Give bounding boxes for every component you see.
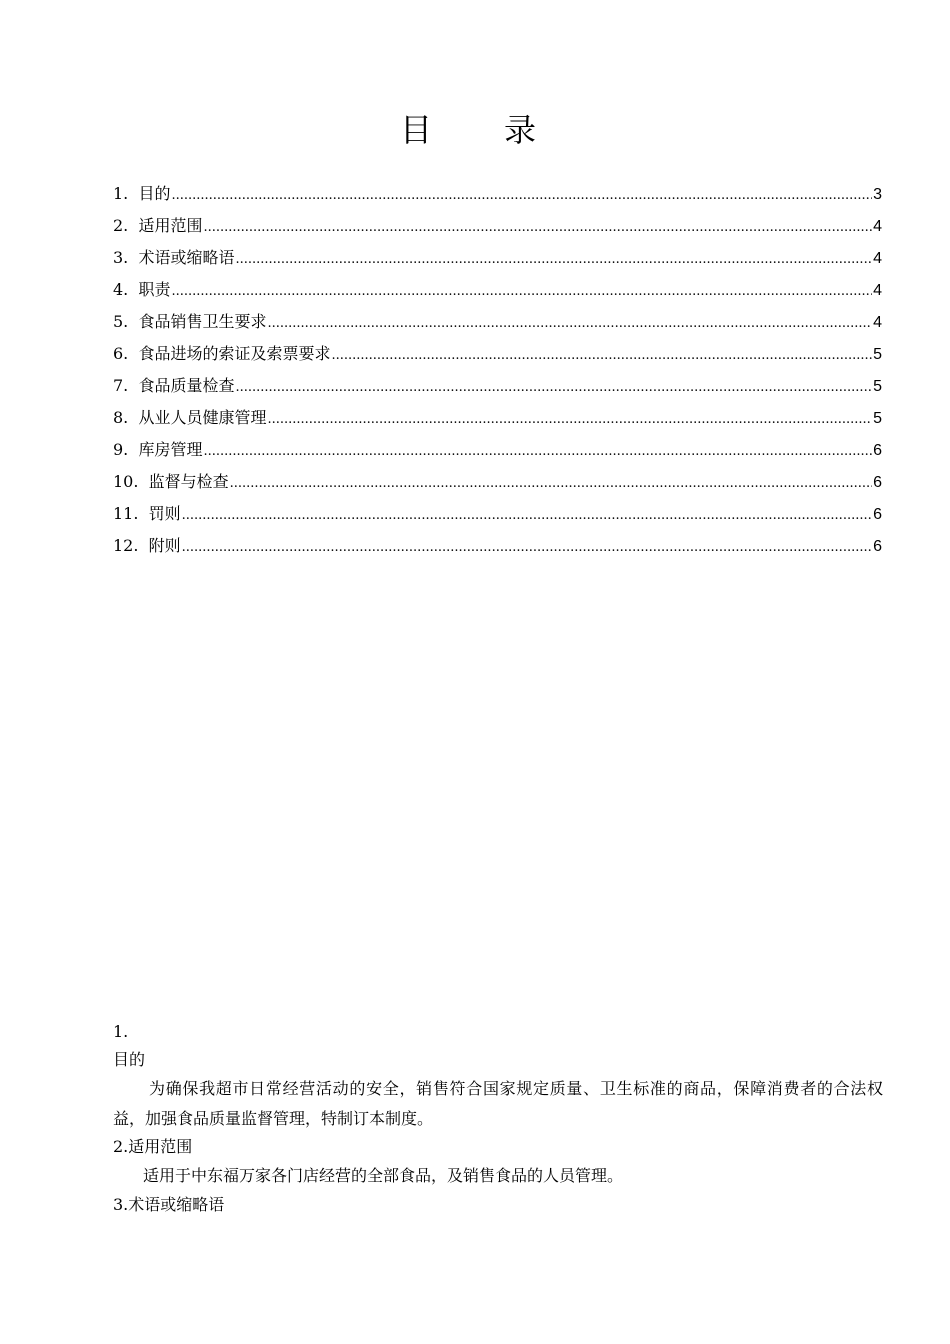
toc-item-page: 6 <box>873 538 882 555</box>
toc-leader-dots <box>230 471 872 497</box>
toc-item-label: 食品质量检查 <box>138 376 235 395</box>
toc-item-page: 6 <box>873 506 882 523</box>
toc-leader-dots <box>235 247 872 273</box>
toc-item-label: 食品进场的索证及索票要求 <box>138 344 331 363</box>
toc-item-label: 库房管理 <box>138 440 203 459</box>
toc-item-number: 1. <box>113 184 139 203</box>
toc-item-page: 4 <box>873 282 882 299</box>
toc-item[interactable] <box>113 437 882 469</box>
toc-leader-dots <box>182 535 872 561</box>
toc-title: 目录 <box>399 111 608 149</box>
section-heading-scope: 2.适用范围 <box>113 1137 193 1156</box>
toc-leader-dots <box>182 503 872 529</box>
toc-item-number: 3. <box>113 248 139 267</box>
toc-item-label: 适用范围 <box>138 216 203 235</box>
toc-item-page: 5 <box>873 378 882 395</box>
toc-item-page: 3 <box>873 186 882 203</box>
toc-item-label: 从业人员健康管理 <box>138 408 267 427</box>
toc-item-number: 8. <box>113 408 139 427</box>
toc-leader-dots <box>203 439 872 465</box>
toc-item[interactable] <box>113 277 882 309</box>
toc-item[interactable] <box>113 309 882 341</box>
toc-item[interactable] <box>113 501 882 533</box>
toc-item-page: 6 <box>873 474 882 491</box>
section-paragraph-purpose: 为确保我超市日常经营活动的安全，销售符合国家规定质量、卫生标准的商品，保障消费者的合法权益，加强食品质量监督管理，特制订本制度。 <box>113 1079 883 1128</box>
toc-item[interactable] <box>113 245 882 277</box>
toc-item[interactable] <box>113 181 882 213</box>
toc-item-label: 附则 <box>148 536 181 555</box>
toc-item[interactable] <box>113 469 882 501</box>
toc-item-label: 监督与检查 <box>148 472 229 491</box>
section-paragraph-scope: 适用于中东福万家各门店经营的全部食品，及销售食品的人员管理。 <box>143 1166 624 1185</box>
toc-item-label: 罚则 <box>148 504 181 523</box>
toc-item-page: 4 <box>873 314 882 331</box>
section-heading-purpose: 目的 <box>113 1050 146 1069</box>
toc-item-label: 职责 <box>138 280 171 299</box>
toc-item-number: 9. <box>113 440 139 459</box>
toc-list <box>113 181 882 565</box>
toc-item-number: 6. <box>113 344 139 363</box>
toc-item[interactable] <box>113 373 882 405</box>
toc-leader-dots <box>331 343 872 369</box>
toc-item-page: 6 <box>873 442 882 459</box>
toc-item[interactable] <box>113 213 882 245</box>
toc-leader-dots <box>235 375 872 401</box>
toc-item-number: 11. <box>113 504 149 523</box>
toc-item-label: 食品销售卫生要求 <box>138 312 267 331</box>
toc-item-page: 4 <box>873 250 882 267</box>
toc-item-page: 5 <box>873 410 882 427</box>
toc-item-number: 12. <box>113 536 149 555</box>
toc-item-page: 5 <box>873 346 882 363</box>
toc-leader-dots <box>171 279 872 305</box>
toc-item[interactable] <box>113 533 882 565</box>
toc-item-number: 2. <box>113 216 139 235</box>
toc-item-number: 4. <box>113 280 139 299</box>
toc-item[interactable] <box>113 341 882 373</box>
toc-item-page: 4 <box>873 218 882 235</box>
toc-leader-dots <box>171 183 872 209</box>
toc-leader-dots <box>267 311 872 337</box>
section-number: 1. <box>113 1022 129 1041</box>
toc-item-number: 5. <box>113 312 139 331</box>
toc-item-number: 10. <box>113 472 149 491</box>
toc-leader-dots <box>203 215 872 241</box>
toc-item-label: 目的 <box>138 184 171 203</box>
toc-item-label: 术语或缩略语 <box>138 248 235 267</box>
toc-leader-dots <box>267 407 872 433</box>
section-heading-terms: 3.术语或缩略语 <box>113 1195 225 1214</box>
toc-item[interactable] <box>113 405 882 437</box>
toc-item-number: 7. <box>113 376 139 395</box>
